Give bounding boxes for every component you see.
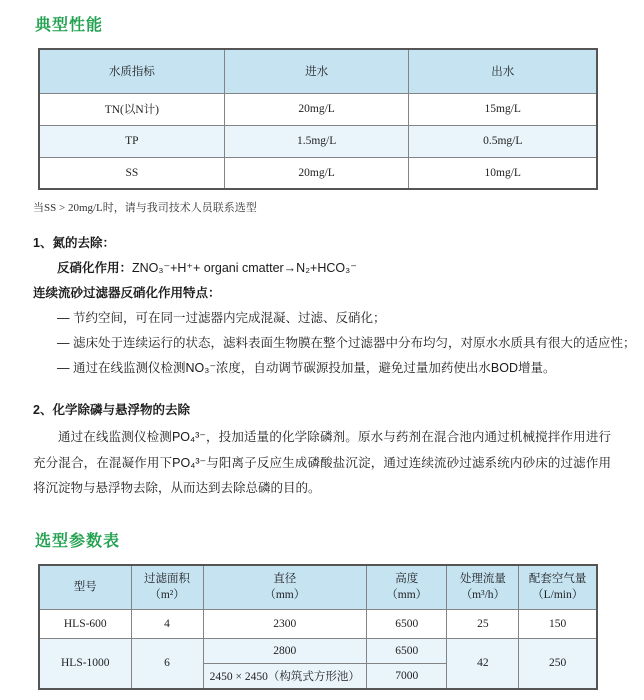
- col-header-label: 型号: [73, 581, 97, 594]
- cell-height: 6500: [367, 610, 447, 639]
- col-header-unit: （mm）: [386, 589, 428, 602]
- cell-flow: 25: [447, 610, 519, 639]
- cell-air: 150: [519, 610, 597, 639]
- phosphorus-removal-paragraph: 通过在线监测仪检测PO₄³⁻，投加适量的化学除磷剂。原水与药剂在混合池内通过机械搅拌作用进行充分混合，在混凝作用下PO₄³⁻与阳离子反应生成磷酸盐沉淀，通过连续流砂过滤系统内砂床的过滤作用将沉淀物与悬浮物去除，从而达到去除总磷的目的。: [33, 430, 611, 495]
- cell-diameter: 2450 × 2450（构筑式方形池）: [203, 664, 367, 689]
- col-header-label: 配套空气量: [528, 573, 587, 586]
- section-title-selection-parameters: 选型参数表: [35, 532, 121, 550]
- selection-note: 当SS > 20mg/L时，请与我司技术人员联系选型: [33, 202, 257, 214]
- col-header-label: 直径: [273, 573, 297, 586]
- col-header-label: 过滤面积: [144, 573, 191, 586]
- col-header-diameter: [203, 565, 367, 610]
- performance-table-header-row: [39, 49, 597, 93]
- col-header-height: [367, 565, 447, 610]
- cell-effluent: 0.5mg/L: [409, 125, 597, 157]
- col-header-air-supply: [519, 565, 597, 610]
- selection-table-header-row: [39, 565, 597, 610]
- table-row-hls600: [39, 610, 597, 639]
- denitrification-formula-line: [33, 256, 644, 281]
- denitrification-formula: ZNO₃⁻+H⁺+ organi cmatter→N₂+HCO₃⁻: [132, 261, 357, 275]
- features-intro: 连续流砂过滤器反硝化作用特点：: [33, 286, 221, 300]
- performance-table: [38, 48, 598, 190]
- cell-indicator: TN(以N计): [39, 93, 224, 125]
- selection-parameter-table: [38, 564, 598, 690]
- cell-effluent: 15mg/L: [409, 93, 597, 125]
- cell-air: 250: [519, 639, 597, 689]
- cell-model: HLS-600: [39, 610, 131, 639]
- cell-height: 7000: [367, 664, 447, 689]
- table-row-hls1000-variant1: [39, 639, 597, 664]
- col-header-water-quality-index: 水质指标: [39, 49, 224, 93]
- cell-area: 6: [131, 639, 203, 689]
- cell-influent: 20mg/L: [224, 157, 409, 189]
- col-header-label: 高度: [395, 573, 419, 586]
- cell-model: HLS-1000: [39, 639, 131, 689]
- col-header-filter-area: [131, 565, 203, 610]
- cell-influent: 20mg/L: [224, 93, 409, 125]
- cell-influent: 1.5mg/L: [224, 125, 409, 157]
- formula-label: 反硝化作用：: [57, 261, 133, 275]
- cell-indicator: SS: [39, 157, 224, 189]
- col-header-model: [39, 565, 131, 610]
- col-header-label: 处理流量: [459, 573, 506, 586]
- table-row-tp: [39, 125, 597, 157]
- nitrogen-removal-heading: 1、氮的去除：: [33, 236, 115, 250]
- cell-flow: 42: [447, 639, 519, 689]
- table-row-tn: [39, 93, 597, 125]
- cell-effluent: 10mg/L: [409, 157, 597, 189]
- cell-diameter: 2800: [203, 639, 367, 664]
- feature-bullet-online-monitoring: — 通过在线监测仪检测NO₃⁻浓度，自动调节碳源投加量，避免过量加药使出水BOD增量。: [57, 361, 556, 375]
- col-header-unit: （mm）: [264, 589, 306, 602]
- section-title-typical-performance: 典型性能: [35, 17, 104, 34]
- col-header-influent: 进水: [224, 49, 409, 93]
- feature-bullet-continuous-operation: — 滤床处于连续运行的状态，滤料表面生物膜在整个过滤器中分布均匀，对原水水质具有很大的适应性；: [57, 336, 636, 350]
- cell-area: 4: [131, 610, 203, 639]
- col-header-unit: （m²）: [149, 589, 185, 602]
- cell-diameter: 2300: [203, 610, 367, 639]
- cell-indicator: TP: [39, 125, 224, 157]
- col-header-unit: （m³/h）: [460, 589, 506, 602]
- feature-bullet-space-saving: — 节约空间，可在同一过滤器内完成混凝、过滤、反硝化；: [57, 311, 386, 325]
- col-header-flow-rate: [447, 565, 519, 610]
- cell-height: 6500: [367, 639, 447, 664]
- table-row-ss: [39, 157, 597, 189]
- col-header-effluent: 出水: [409, 49, 597, 93]
- body-text: [33, 231, 644, 502]
- phosphorus-removal-heading: 2、化学除磷与悬浮物的去除: [33, 403, 190, 417]
- col-header-unit: （L/min）: [532, 589, 584, 602]
